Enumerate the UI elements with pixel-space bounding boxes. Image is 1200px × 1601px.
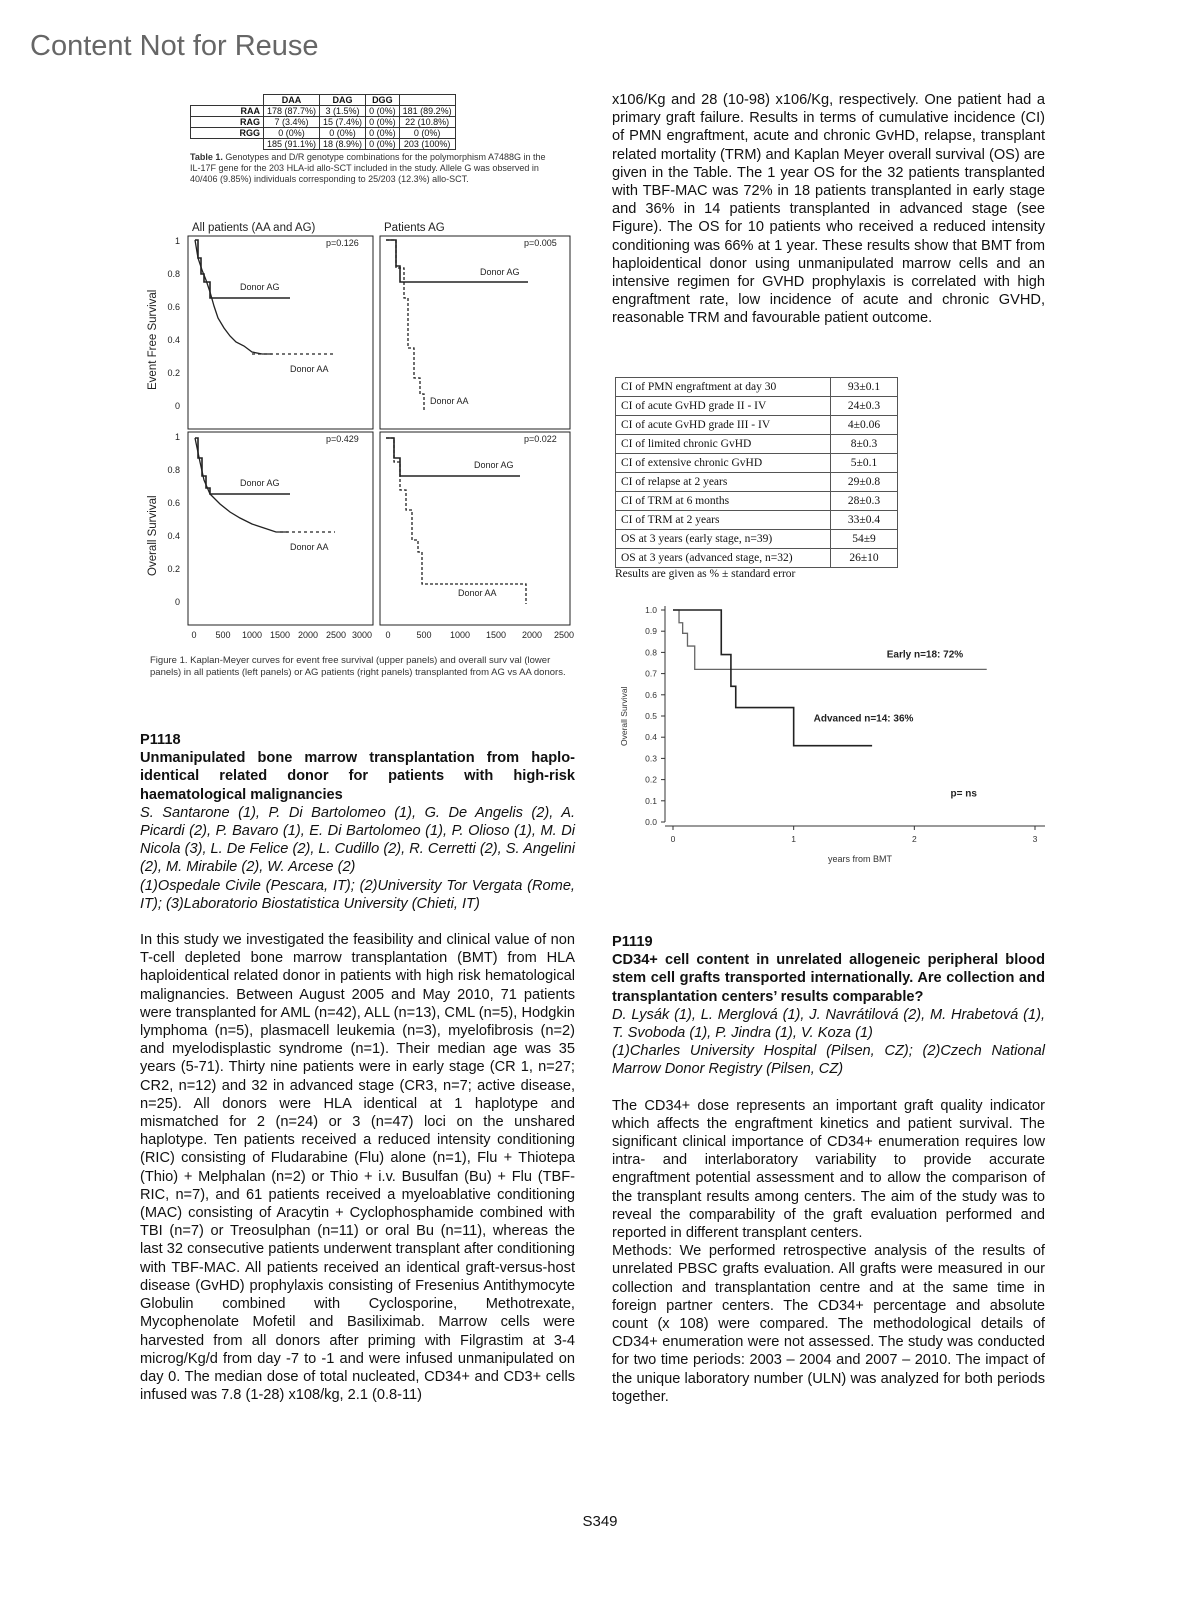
svg-text:0.6: 0.6: [167, 498, 180, 508]
panel-efs-ag: [380, 236, 570, 429]
efs-all-labels: [240, 282, 329, 374]
svg-text:0.4: 0.4: [167, 531, 180, 541]
ci-label: CI of extensive chronic GvHD: [616, 454, 831, 473]
abstract-body: In this study we investigated the feasibility and clinical value of non T-cell depleted bone marrow transplantation (BMT) from HLA haploidentical related donor in patients with high risk hematological malignancies. Between August 2005 and May 2010, 71 patients were transplanted for AML (n=42), ALL (n=13), CML (n=5), Hodgkin lymphoma (n=5), plasmacell leukemia (n=3), myelofibrosis (n=2) and myelodisplastic syndrome (n=1). Their median age was 35 years (5-71). Thirty nine patients were in early stage (CR 1, n=27; CR2, n=12) and 32 in advanced stage (CR3, n=7; active disease, n=25). All donors were HLA identical at 1 haplotype and mismatched for 2 (n=24) or 3 (n=47) loci on the unshared haplotype. Ten patients received a reduced intensity conditioning (RIC) consisting of Fludarabine (Flu) alone (n=1), Flu + Thiotepa (Thio) + Melphalan (n=2) or Thio + i.v. Busulfan (Bu) + Flu (TBF-RIC, n=7), and 61 patients received a myeloablative conditioning (MAC) consisting of Aracytin + Cyclophosphamide combined with TBI (n=7) or Treosulphan (n=11) or oral Bu (n=11), whereas the last 32 consecutive patients underwent transplant after conditioning with TBF-MAC. All patients received an identical graft-versus-host disease (GvHD) prophylaxis consisting of Fresenius Antithymocyte Globulin combined with Cyclosporine, Methotrexate, Mycophenolate Mofetil and Basiliximab. Marrow cells were harvested from all donors after priming with Filgrastim at 3-4 microg/Kg/d from day -7 to -1 and were infused unmanipulated on day 0. The median dose of total nucleated, CD34+ and CD3+ cells infused was 7.8 (1-28) x108/kg, 2.1 (0.8-11): [140, 932, 575, 1404]
col-title-ag: Patients AG: [384, 222, 445, 234]
svg-text:Donor AG: Donor AG: [240, 478, 280, 488]
efs-all-donor-aa: [195, 240, 272, 354]
table-row: [616, 378, 898, 397]
table-cell: 0 (0%): [366, 139, 400, 150]
abstract-p1119: [612, 933, 1045, 1406]
xticks-left: [191, 630, 372, 640]
table-cell: 0 (0%): [366, 106, 400, 117]
x-axis-label: years from BMT: [827, 854, 893, 864]
pvalues: [326, 238, 557, 444]
ci-table-footnote: Results are given as % ± standard error: [615, 568, 796, 580]
ci-label: CI of acute GvHD grade III - IV: [616, 416, 831, 435]
table-row: [616, 416, 898, 435]
ci-label: CI of acute GvHD grade II - IV: [616, 397, 831, 416]
svg-text:0.8: 0.8: [167, 269, 180, 279]
ci-label: OS at 3 years (early stage, n=39): [616, 530, 831, 549]
table-row: [616, 530, 898, 549]
y-axis-label: Overall Survival: [619, 686, 629, 746]
col-title-all: All patients (AA and AG): [192, 222, 316, 234]
abstract-body-methods: Methods: We performed retrospective analysis of the results of unrelated PBSC grafts evaluation. All grafts were measured in our collection and transplantation centre and at the same time in foreign partner centers. The CD34+ percentage and absolute count (x 108) were compared. The methodological details of CD34+ enumeration were not assessed. The study was conducted for two time periods: 2003 – 2004 and 2007 – 2010. The impact of the unique laboratory number (ULN) was analyzed for both periods together.: [612, 1243, 1045, 1405]
svg-text:Donor AA: Donor AA: [290, 364, 329, 374]
table1-caption: Table 1. Genotypes and D/R genotype combinations for the polymorphism A7488G in the IL-17F gene for the 203 HLA-id allo-SCT included in the study. Allele G was observed in 40/406 (9.85%) individuals corresponding to 25/203 (12.3%) allo-SCT.: [190, 152, 546, 184]
table-cell: 0 (0%): [366, 117, 400, 128]
ci-value: 54±9: [831, 530, 898, 549]
ylabel-os: Overall Survival: [147, 495, 159, 576]
km-series-line: [673, 610, 872, 746]
abstract-p1118-continued: [612, 91, 1045, 328]
table-cell: 178 (87.7%): [264, 106, 320, 117]
ci-label: CI of TRM at 6 months: [616, 492, 831, 511]
ylabel-efs: Event Free Survival: [147, 289, 159, 390]
abstract-id: P1118: [140, 732, 181, 748]
svg-text:0.8: 0.8: [167, 465, 180, 475]
abstract-authors: D. Lysák (1), L. Merglová (1), J. Navrátilová (2), M. Hrabetová (1), T. Svoboda (1), P. Jindra (1), V. Koza (1): [612, 1006, 1045, 1042]
table-row: [616, 511, 898, 530]
svg-text:0: 0: [174, 597, 180, 607]
genotype-table: [190, 94, 456, 150]
ci-value: 5±0.1: [831, 454, 898, 473]
figure1-km-curves: [140, 218, 590, 648]
abstract-title: CD34+ cell content in unrelated allogeneic peripheral blood stem cell grafts transported internationally. Are collection and transplantation centers’ results comparable?: [612, 952, 1045, 1005]
y-tick-label: 0.1: [645, 795, 657, 806]
svg-text:1000: 1000: [241, 630, 263, 640]
svg-text:500: 500: [416, 630, 432, 640]
watermark: Content Not for Reuse: [30, 30, 319, 62]
svg-text:0.6: 0.6: [167, 302, 180, 312]
svg-text:1000: 1000: [449, 630, 471, 640]
svg-text:3000: 3000: [351, 630, 373, 640]
table-row: [191, 106, 456, 117]
ci-label: CI of limited chronic GvHD: [616, 435, 831, 454]
table-row: [616, 549, 898, 568]
table-header-cell: [399, 95, 455, 106]
page-number: S349: [582, 1513, 618, 1530]
table-cell: 203 (100%): [399, 139, 455, 150]
km-series-line: [673, 610, 987, 669]
ci-value: 8±0.3: [831, 435, 898, 454]
os-ag-donor-ag: [386, 438, 520, 476]
abstract-id: P1119: [612, 934, 653, 950]
abstract-affiliations: (1)Ospedale Civile (Pescara, IT); (2)University Tor Vergata (Rome, IT); (3)Laboratorio Biostatistica University (Chieti, IT): [140, 877, 575, 912]
efs-ag-donor-aa: [386, 240, 424, 410]
svg-text:0.4: 0.4: [167, 335, 180, 345]
table-cell: [191, 139, 264, 150]
svg-text:Donor AG: Donor AG: [474, 460, 514, 470]
svg-text:1500: 1500: [269, 630, 291, 640]
abstract-affiliations: (1)Charles University Hospital (Pilsen, CZ); (2)Czech National Marrow Donor Registry (Pilsen, CZ): [612, 1043, 1045, 1078]
series-label: Early n=18: 72%: [886, 649, 964, 661]
svg-text:p=0.126: p=0.126: [326, 238, 359, 248]
ci-value: 26±10: [831, 549, 898, 568]
svg-text:p=0.429: p=0.429: [326, 434, 359, 444]
table1: [190, 94, 550, 185]
y-tick-label: 0.6: [645, 689, 657, 700]
panel-efs-all: [188, 236, 373, 429]
os-ag-labels: [458, 460, 514, 598]
ci-value: 4±0.06: [831, 416, 898, 435]
table-cell: RGG: [191, 128, 264, 139]
table-header-cell: DAA: [264, 95, 320, 106]
svg-text:2500: 2500: [325, 630, 347, 640]
p-value-annotation: p= ns: [950, 788, 977, 800]
table-row: [616, 435, 898, 454]
svg-text:0: 0: [174, 401, 180, 411]
svg-text:1: 1: [174, 432, 180, 442]
svg-text:2000: 2000: [297, 630, 319, 640]
y-tick-label: 0.5: [645, 711, 657, 721]
table-header-cell: [191, 95, 264, 106]
abstract-body-intro: The CD34+ dose represents an important graft quality indicator which affects the engraftment kinetics and patient survival. The significant clinical importance of CD34+ enumeration requires low intra- and interlaboratory variability to provide accurate engraftment potential assessment and to allow the comparison of the transplant results among centers. The aim of the study was to reveal the comparability of the graft evaluation performed and reported in different transplant centers.: [612, 1097, 1045, 1242]
svg-text:0.2: 0.2: [167, 564, 180, 574]
table-cell: RAG: [191, 117, 264, 128]
table-cell: 0 (0%): [366, 128, 400, 139]
xticks-right: [385, 630, 574, 640]
table-cell: 15 (7.4%): [320, 117, 366, 128]
table-cell: 0 (0%): [320, 128, 366, 139]
yticks-bottom: [167, 432, 180, 607]
abstract-p1118: [140, 731, 575, 1404]
ci-table-block: [615, 377, 898, 580]
svg-text:0: 0: [385, 630, 391, 640]
y-tick-label: 0.7: [645, 668, 657, 679]
series-label: Advanced n=14: 36%: [813, 713, 914, 725]
table-row: [616, 492, 898, 511]
table-cell: 0 (0%): [399, 128, 455, 139]
svg-text:Donor AA: Donor AA: [458, 588, 497, 598]
svg-text:1500: 1500: [485, 630, 507, 640]
table-row: [191, 117, 456, 128]
svg-text:500: 500: [215, 630, 231, 640]
table-row: [616, 397, 898, 416]
svg-text:0.2: 0.2: [167, 368, 180, 378]
table-header-cell: DGG: [366, 95, 400, 106]
y-tick-label: 0.3: [645, 753, 657, 764]
ci-label: CI of relapse at 2 years: [616, 473, 831, 492]
efs-all-curves: [195, 240, 335, 354]
table-cell: 3 (1.5%): [320, 106, 366, 117]
ci-label: CI of TRM at 2 years: [616, 511, 831, 530]
ci-value: 28±0.3: [831, 492, 898, 511]
efs-ag-labels: [430, 267, 520, 406]
y-tick-label: 0.4: [645, 732, 657, 743]
abstract-body-continued: x106/Kg and 28 (10-98) x106/Kg, respectively. One patient had a primary graft failure. Results in terms of cumulative incidence (CI) of PMN engraftment, acute and chronic GvHD, relapse, transplant related mortality (TRM) and Kaplan Meyer overall survival (OS) are given in the Table. The 1 year OS for the 32 patients transplanted with TBF-MAC was 72% in 18 patients transplanted in early stage and 36% in 14 patients transplanted in advanced stage (see Figure). The OS for 10 patients who received a reduced intensity conditioning was 66% at 1 year. These results show that BMT from haploidentical donor using unmanipulated marrow cells and an intensive regimen for GVHD prophylaxis is correlated with high engraftment rate, low incidence of acute and chronic GVHD, reasonable TRM and favourable patient outcome.: [612, 92, 1045, 327]
yticks-top: [167, 236, 180, 411]
svg-text:p=0.005: p=0.005: [524, 238, 557, 248]
y-tick-label: 0.8: [645, 647, 657, 658]
ci-results-table: [615, 377, 898, 568]
x-tick-label: 2: [911, 834, 917, 844]
x-tick-label: 0: [670, 834, 676, 844]
svg-text:2000: 2000: [521, 630, 543, 640]
ci-label: CI of PMN engraftment at day 30: [616, 378, 831, 397]
os-stage-chart: [615, 600, 1055, 875]
efs-ag-curves: [386, 240, 528, 410]
table-row: [616, 454, 898, 473]
y-tick-label: 0.9: [645, 626, 657, 637]
svg-text:p=0.022: p=0.022: [524, 434, 557, 444]
table-cell: 18 (8.9%): [320, 139, 366, 150]
table-cell: 0 (0%): [264, 128, 320, 139]
ci-value: 93±0.1: [831, 378, 898, 397]
table-cell: RAA: [191, 106, 264, 117]
figure1-caption: Figure 1. Kaplan-Meyer curves for event free survival (upper panels) and overall surv val (lower panels) in all patients (left panels) or AG patients (right panels) transplanted from AG vs AA donors.: [150, 655, 566, 678]
panel-os-all: [188, 432, 373, 625]
x-tick-label: 1: [791, 834, 797, 844]
table-row: [616, 473, 898, 492]
table-row: [191, 128, 456, 139]
abstract-authors: S. Santarone (1), P. Di Bartolomeo (1), G. De Angelis (2), A. Picardi (2), P. Bavaro (1), E. Di Bartolomeo (1), P. Olioso (1), M. Di Nicola (3), L. De Felice (2), L. Cudillo (2), R. Cerretti (2), S. Angelini (2), M. Mirabile (2), W. Arcese (2): [140, 804, 575, 876]
abstract-title: Unmanipulated bone marrow transplantation from haplo-identical related donor for patients with high-risk haematological malignancies: [140, 750, 575, 803]
x-tick-label: 3: [1032, 834, 1038, 844]
os-all-labels: [240, 478, 329, 552]
y-tick-label: 0.0: [645, 817, 657, 827]
svg-text:Donor AA: Donor AA: [290, 542, 329, 552]
ci-value: 24±0.3: [831, 397, 898, 416]
table-cell: 181 (89.2%): [399, 106, 455, 117]
table-row: [191, 139, 456, 150]
table-cell: 22 (10.8%): [399, 117, 455, 128]
y-tick-label: 0.2: [645, 774, 657, 785]
table-cell: 185 (91.1%): [264, 139, 320, 150]
svg-text:2500: 2500: [553, 630, 575, 640]
y-tick-label: 1.0: [645, 605, 657, 615]
ci-value: 29±0.8: [831, 473, 898, 492]
ci-value: 33±0.4: [831, 511, 898, 530]
table-cell: 7 (3.4%): [264, 117, 320, 128]
svg-text:Donor AG: Donor AG: [240, 282, 280, 292]
svg-text:0: 0: [191, 630, 197, 640]
svg-text:Donor AG: Donor AG: [480, 267, 520, 277]
ci-label: OS at 3 years (advanced stage, n=32): [616, 549, 831, 568]
table-header-cell: DAG: [320, 95, 366, 106]
svg-text:Donor AA: Donor AA: [430, 396, 469, 406]
svg-text:1: 1: [174, 236, 180, 246]
